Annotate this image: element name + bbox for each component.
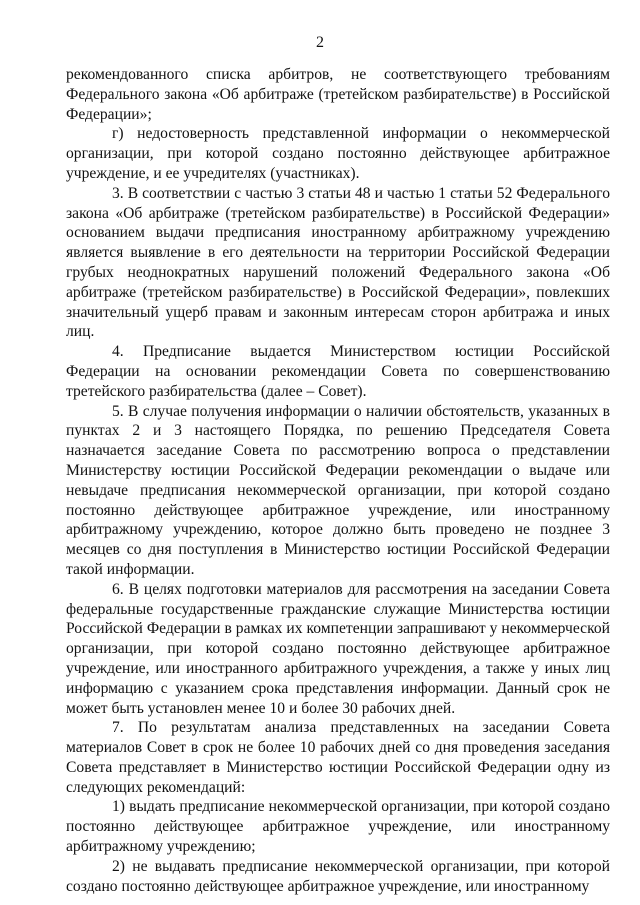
paragraph-3: 3. В соответствии с частью 3 статьи 48 и частью 1 статьи 52 Федерального закона «Об арбитраже (третейском разбирательстве) в Российской Федерации» основанием выдачи предписания иностранному арбитражному учреждению является выявление в его деятельности на территории Российской Федерации грубых неоднократных нарушений положений Федерального закона «Об арбитраже (третейском разбирательстве) в Российской Федерации», повлекших значительный ущерб правам и законным интересам сторон арбитража и иных лиц. [66, 184, 610, 341]
paragraph-6: 6. В целях подготовки материалов для рассмотрения на заседании Совета федеральные государственные гражданские служащие Министерства юстиции Российской Федерации в рамках их компетенции запрашивают у некоммерческой организации, при которой создано постоянно действующее арбитражное учреждение, или иностранного арбитражного учреждения, а также у иных лиц информацию с указанием срока представления информации. Данный срок не может быть установлен менее 10 и более 30 рабочих дней. [66, 580, 610, 717]
paragraph-continuation: рекомендованного списка арбитров, не соответствующего требованиям Федерального закона «Об арбитраже (третейском разбирательстве) в Российской Федерации»; [66, 66, 610, 123]
paragraph-5: 5. В случае получения информации о наличии обстоятельств, указанных в пунктах 2 и 3 настоящего Порядка, по решению Председателя Совета назначается заседание Совета по рассмотрению вопроса о представлении Министерству юстиции Российской Федерации рекомендации о выдаче или невыдаче предписания некоммерческой организации, при которой создано постоянно действующее арбитражное учреждение, или иностранному арбитражному учреждению, которое должно быть проведено не позднее 3 месяцев со дня поступления в Министерство юстиции Российской Федерации такой информации. [66, 402, 610, 578]
paragraph-7: 7. По результатам анализа представленных на заседании Совета материалов Совет в срок не более 10 рабочих дней со дня проведения заседания Совета представляет в Министерство юстиции Российской Федерации одну из следующих рекомендаций: [66, 719, 610, 796]
paragraph-7-option-1: 1) выдать предписание некоммерческой организации, при которой создано постоянно действующее арбитражное учреждение, или иностранному арбитражному учреждению; [66, 798, 610, 856]
page-number: 2 [316, 34, 324, 51]
paragraph-4: 4. Предписание выдается Министерством юстиции Российской Федерации на основании рекомендации Совета по совершенствованию третейского разбирательства (далее – Совет). [66, 343, 610, 400]
paragraph-7-option-2: 2) не выдавать предписание некоммерческой организации, при которой создано постоянно действующее арбитражное учреждение, или иностранному [66, 857, 610, 895]
paragraph-item-g: г) недостоверность представленной информации о некоммерческой организации, при которой создано постоянно действующее арбитражное учреждение, и ее учредителях (участниках). [66, 125, 610, 182]
document-body [66, 65, 610, 896]
